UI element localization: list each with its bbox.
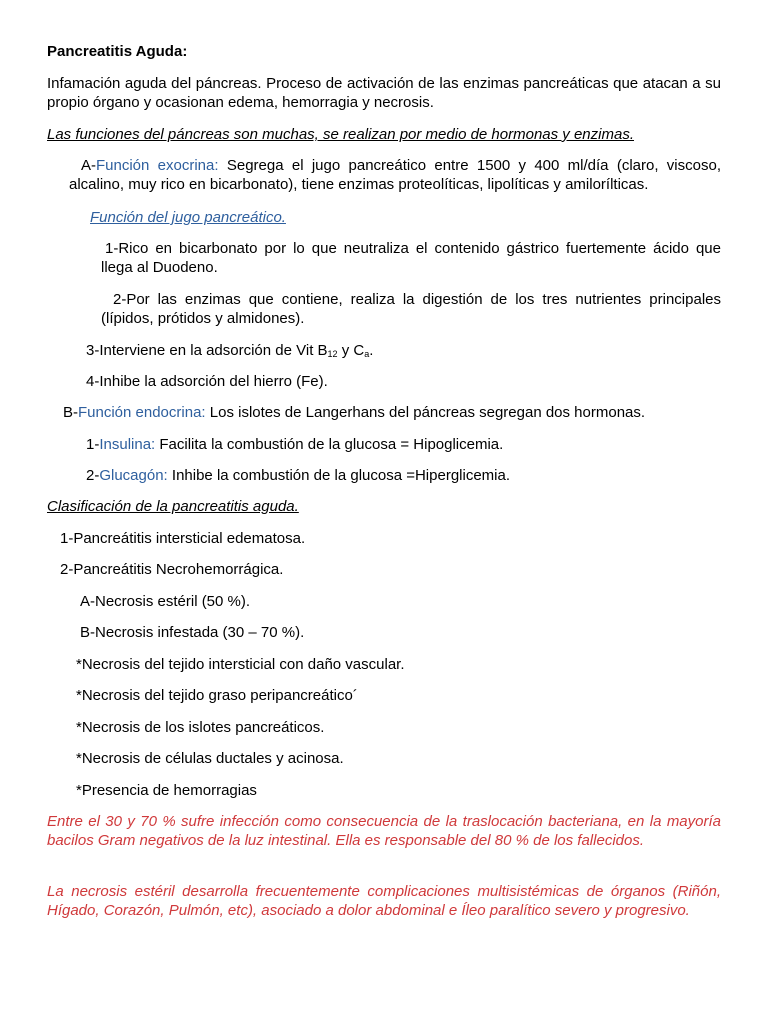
endocrine-label: Función endocrina:	[78, 404, 206, 421]
necrosis-infected: B-Necrosis infestada (30 – 70 %).	[80, 624, 305, 641]
exocrine-prefix: A-	[81, 157, 96, 174]
endocrine-text: Los islotes de Langerhans del páncreas segregan dos hormonas.	[205, 404, 646, 421]
necrosis-bullet-2: *Necrosis del tejido graso peripancreático´	[76, 687, 358, 704]
juice-item-3	[86, 341, 760, 360]
insulin-label: Insulina:	[99, 436, 156, 453]
subscript-12: 12	[327, 349, 338, 359]
intro-paragraph: Infamación aguda del páncreas. Proceso de activación de las enzimas pancreáticas que atacan a su propio órgano y ocasionan edema, hemorragia y necrosis.	[47, 75, 721, 111]
juice-item-3-text-b: y C	[337, 342, 365, 359]
juice-item-4: 4-Inhibe la adsorción del hierro (Fe).	[86, 373, 328, 390]
infection-note: Entre el 30 y 70 % sufre infección como consecuencia de la traslocación bacteriana, en la mayoría bacilos Gram negativos de la luz intestinal. Ella es responsable del 80 % de los fallecidos.	[47, 813, 721, 849]
insulin-line	[86, 435, 760, 454]
classification-item-1: 1-Pancreátitis intersticial edematosa.	[60, 530, 306, 547]
functions-heading: Las funciones del páncreas son muchas, se realizan por medio de hormonas y enzimas.	[47, 126, 634, 143]
necrosis-bullet-1: *Necrosis del tejido intersticial con daño vascular.	[76, 656, 405, 673]
insulin-text: Facilita la combustión de la glucosa = Hipoglicemia.	[155, 436, 504, 453]
exocrine-text: Segrega el jugo pancreático entre 1500 y 400 ml/día (claro, viscoso, alcalino, muy rico en bicarbonato), tiene enzimas proteolíticas, lipolíticas y amilorílticas.	[69, 157, 721, 193]
insulin-prefix: 1-	[86, 436, 100, 453]
exocrine-paragraph	[69, 156, 721, 194]
juice-item-3-end: .	[369, 342, 374, 359]
subscript-a: a	[364, 349, 370, 359]
document-title: Pancreatitis Aguda:	[47, 43, 188, 60]
endocrine-line	[63, 403, 737, 422]
juice-item-2: 2-Por las enzimas que contiene, realiza la digestión de los tres nutrientes principales (lípidos, prótidos y almidones).	[101, 291, 721, 327]
necrosis-bullet-4: *Necrosis de células ductales y acinosa.	[76, 750, 344, 767]
juice-item-1: 1-Rico en bicarbonato por lo que neutraliza el contenido gástrico fuertemente ácido que llega al Duodeno.	[101, 240, 721, 276]
glucagon-label: Glucagón:	[99, 467, 168, 484]
glucagon-line	[86, 466, 760, 485]
necrosis-sterile: A-Necrosis estéril (50 %).	[80, 593, 251, 610]
endocrine-prefix: B-	[63, 404, 78, 421]
necrosis-bullet-5: *Presencia de hemorragias	[76, 782, 257, 799]
juice-item-3-text: 3-Interviene en la adsorción de Vit B	[86, 342, 328, 359]
necrosis-bullet-3: *Necrosis de los islotes pancreáticos.	[76, 719, 325, 736]
exocrine-label: Función exocrina:	[96, 157, 219, 174]
sterile-necrosis-note: La necrosis estéril desarrolla frecuentemente complicaciones multisistémicas de órganos (Riñón, Hígado, Corazón, Pulmón, etc), asociado a dolor abdominal e Íleo paralítico severo y progresivo.	[47, 883, 721, 919]
juice-heading: Función del jugo pancreático.	[90, 209, 286, 226]
classification-item-2: 2-Pancreátitis Necrohemorrágica.	[60, 561, 284, 578]
glucagon-text: Inhibe la combustión de la glucosa =Hiperglicemia.	[167, 467, 511, 484]
classification-heading: Clasificación de la pancreatitis aguda.	[47, 498, 299, 515]
glucagon-prefix: 2-	[86, 467, 100, 484]
